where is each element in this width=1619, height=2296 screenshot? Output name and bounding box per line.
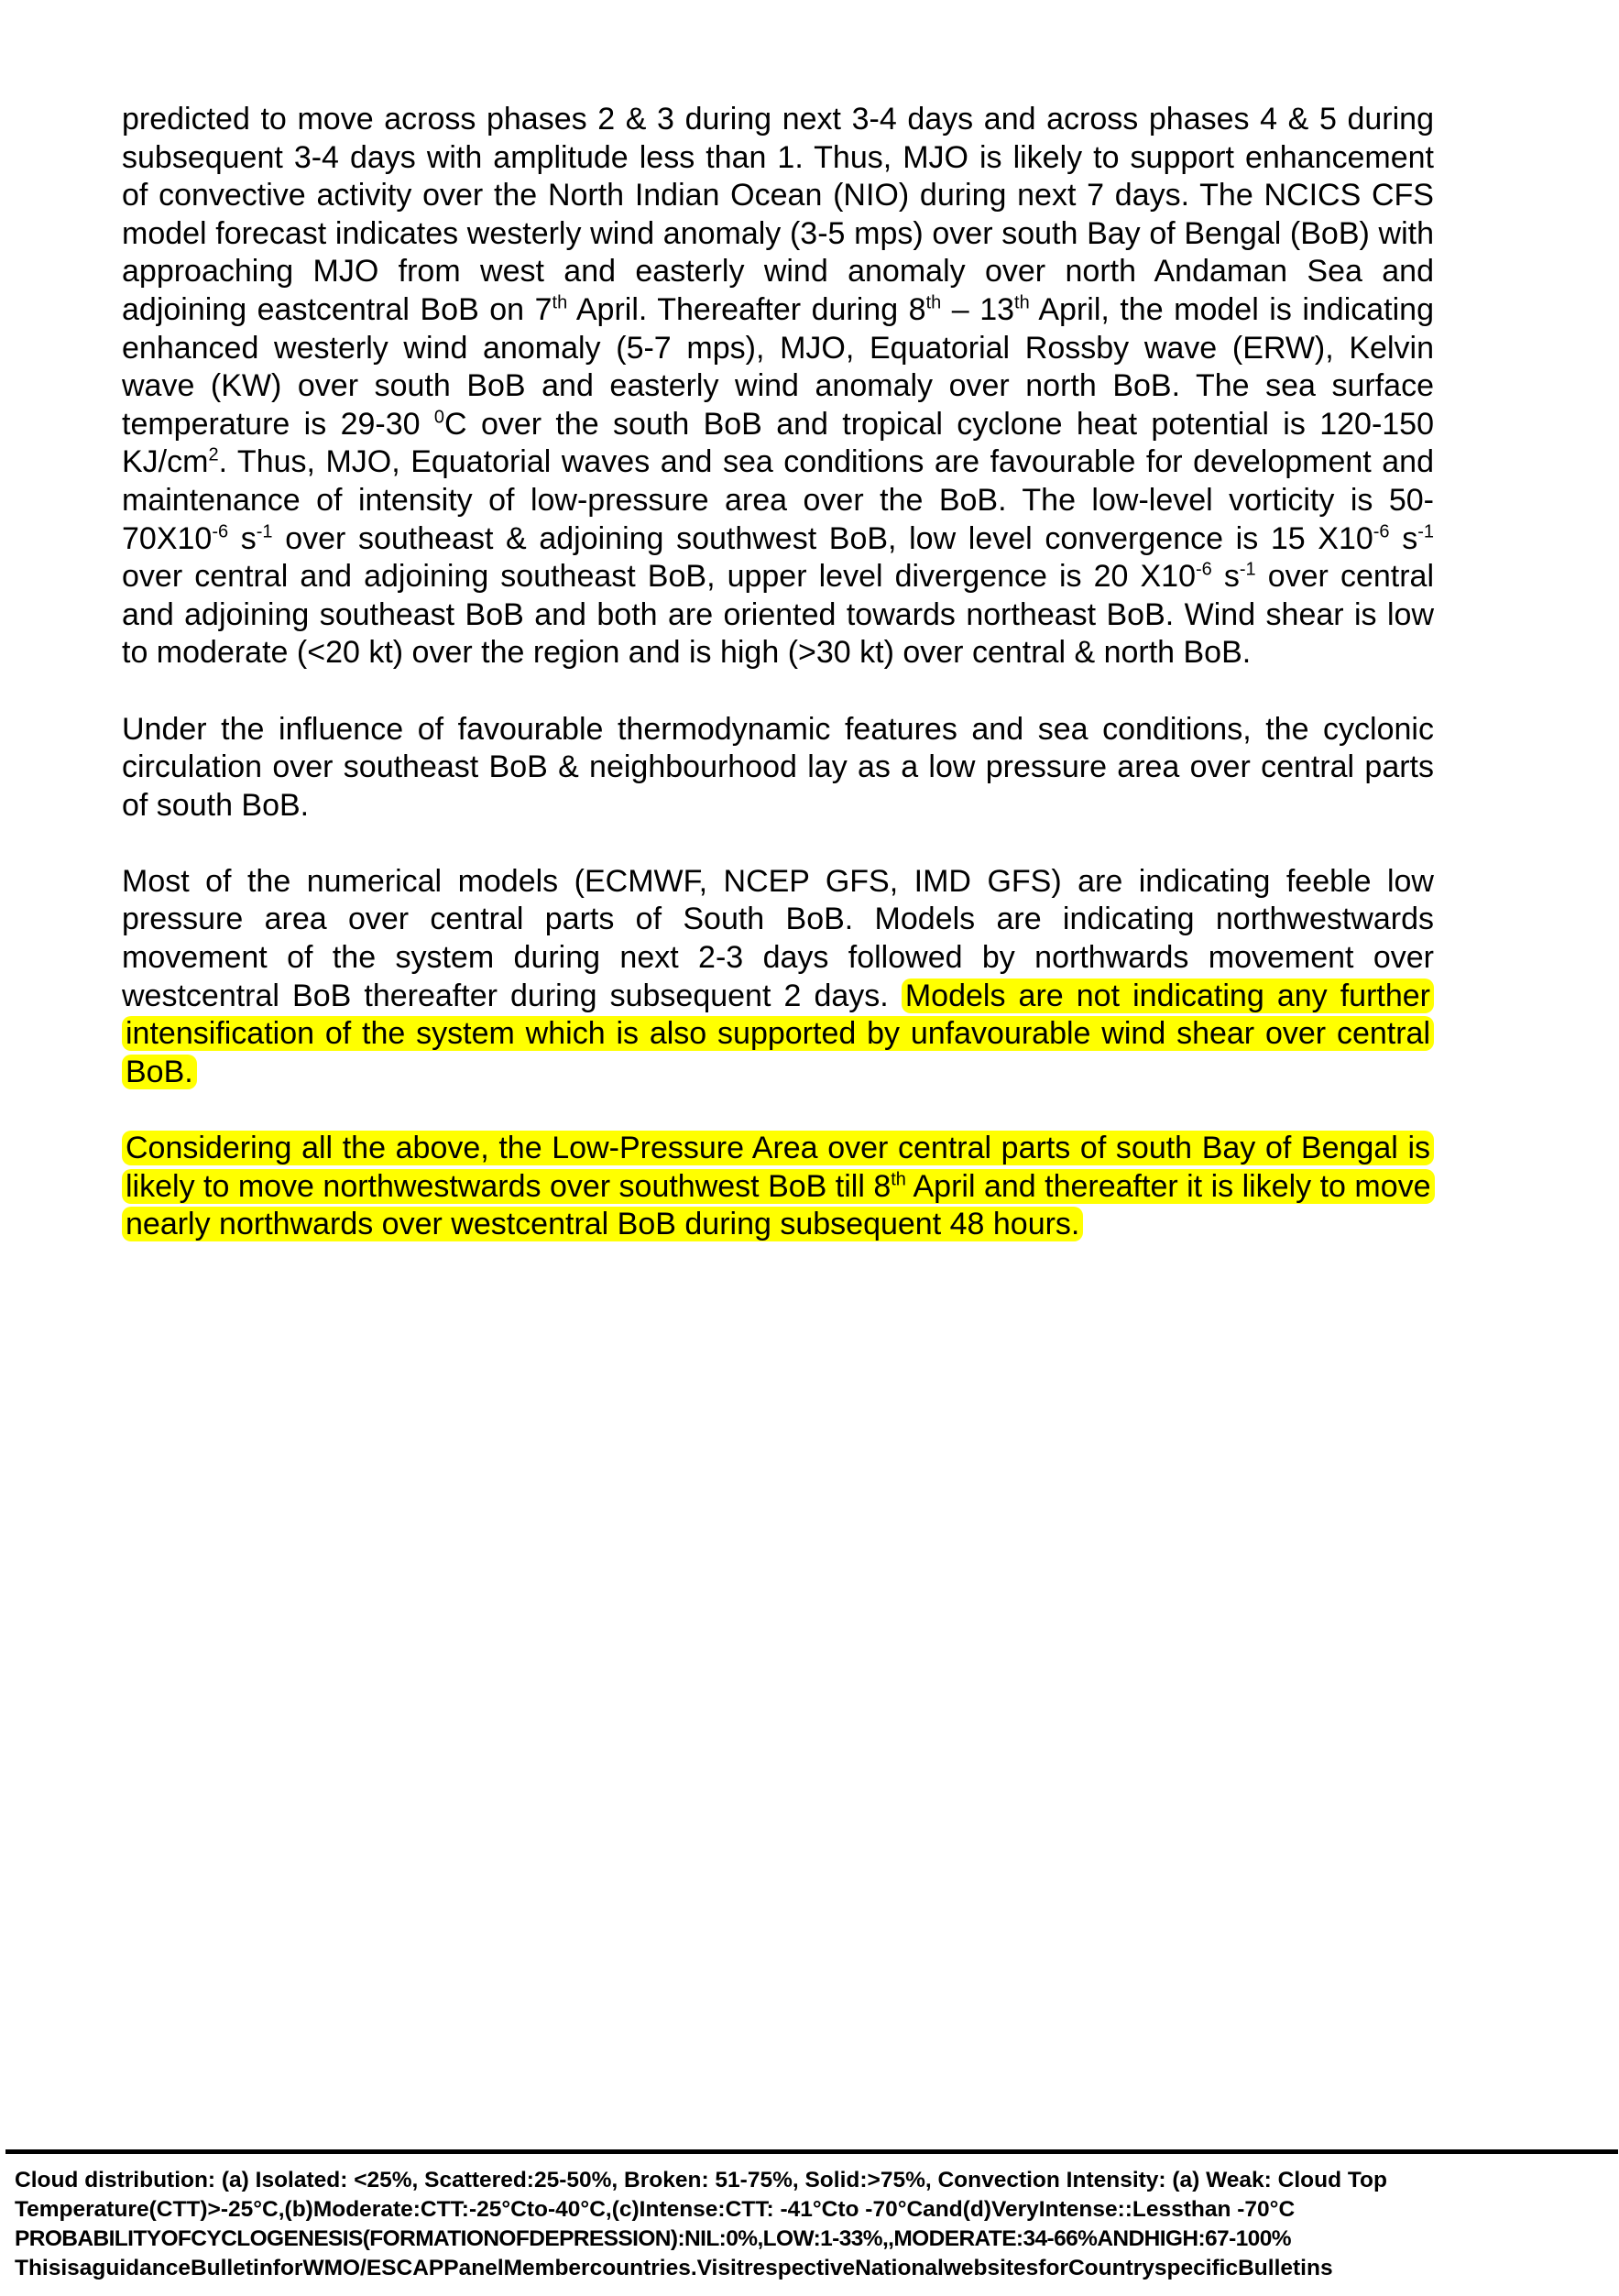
superscript: -1 xyxy=(1417,521,1434,542)
paragraph-text: Considering all the above, the Low-Pressure Area over central parts of south Bay of Bengal is likely to move northwestwards over southwest BoB till 8 xyxy=(126,1131,1430,1204)
document-body xyxy=(122,101,1434,1282)
superscript: th xyxy=(1014,292,1030,313)
paragraph-text: s xyxy=(1211,559,1240,595)
highlighted-text xyxy=(122,1131,1435,1241)
superscript: th xyxy=(925,292,942,313)
superscript: th xyxy=(891,1169,906,1190)
footer-line-cyclogenesis-probability: PROBABILITYOFCYCLOGENESIS(FORMATIONOFDEPRESSION):NIL:0%,LOW:1-33%,,MODERATE:34-66%ANDHIGH:67-100% xyxy=(15,2226,1291,2251)
paragraph-text: s xyxy=(228,520,257,556)
superscript: th xyxy=(552,292,568,313)
footer-line-cloud-top-temperature: Temperature(CTT)>-25°C,(b)Moderate:CTT:-25°Cto-40°C,(c)Intense:CTT: -41°Cto -70°Cand(d)VeryIntense::Lessthan -70°C xyxy=(15,2197,1296,2222)
paragraph-text: – 13 xyxy=(941,291,1015,327)
footer-legend xyxy=(15,2166,1614,2283)
paragraph-low-pressure-formation xyxy=(122,711,1434,825)
paragraph-text: April, the model is indicating enhanced westerly wind anomaly (5-7 mps), MJO, Equatorial Rossby wave (ERW), Kelvin wave (KW) over south BoB and easterly wind anomaly over north BoB. The sea surface temperature is 29-30 xyxy=(122,291,1434,442)
paragraph-text: over central and adjoining southeast BoB and both are oriented towards northeast BoB. Wind shear is low to moderate (<20 kt) over the region and is high (>30 kt) over central & north BoB. xyxy=(122,559,1434,671)
paragraph-text: predicted to move across phases 2 & 3 during next 3-4 days and across phases 4 & 5 during subsequent 3-4 days with amplitude less than 1. Thus, MJO is likely to support enhancement of convective activity over the North Indian Ocean (NIO) during next 7 days. The NCICS CFS model forecast indicates westerly wind anomaly (3-5 mps) over south Bay of Bengal (BoB) with approaching MJO from west and easterly wind anomaly over north Andaman Sea and adjoining eastcentral BoB on 7 xyxy=(122,102,1434,327)
paragraph-text: Most of the numerical models (ECMWF, NCEP GFS, IMD GFS) are indicating feeble low pressure area over central parts of South BoB. Models are indicating northwestwards movement of the system during next 2-3 days followed by northwards movement over westcentral BoB thereafter during subsequent 2 days. xyxy=(122,863,1434,1013)
superscript: -6 xyxy=(1373,521,1390,542)
footer-line-cloud-distribution: Cloud distribution: (a) Isolated: <25%, Scattered:25-50%, Broken: 51-75%, Solid:>75%, Convection Intensity: (a) Weak: Cloud Top xyxy=(15,2168,1387,2192)
paragraph-text: C over the south BoB and tropical cyclone heat potential is 120-150 KJ/cm xyxy=(122,406,1434,480)
superscript: 0 xyxy=(433,407,445,428)
paragraph-text: . Thus, MJO, Equatorial waves and sea conditions are favourable for development and maintenance of intensity of low-pressure area over the BoB. The low-level vorticity is 50-70X10 xyxy=(122,444,1434,556)
paragraph-text: Under the influence of favourable thermodynamic features and sea conditions, the cyclonic circulation over southeast BoB & neighbourhood lay as a low pressure area over central parts of south BoB. xyxy=(122,711,1434,823)
superscript: -1 xyxy=(256,521,273,542)
superscript: 2 xyxy=(208,445,219,466)
superscript: -6 xyxy=(212,521,229,542)
paragraph-text: April. Thereafter during 8 xyxy=(567,291,926,327)
paragraph-text: s xyxy=(1389,520,1418,556)
footer-divider xyxy=(5,2149,1618,2154)
paragraph-text: over central and adjoining southeast BoB, upper level divergence is 20 X10 xyxy=(122,559,1196,595)
bulletin-footer xyxy=(0,2142,1619,2296)
highlighted-text: Models are not indicating any further intensification of the system which is also supported by unfavourable wind shear over central BoB. xyxy=(122,979,1434,1089)
paragraph-text: April and thereafter it is likely to move nearly northwards over westcentral BoB during subsequent 48 hours. xyxy=(126,1168,1431,1242)
paragraph-text: over southeast & adjoining southwest BoB, low level convergence is 15 X10 xyxy=(272,520,1373,556)
paragraph-conclusion xyxy=(122,1130,1434,1244)
paragraph-numerical-models xyxy=(122,863,1434,1092)
paragraph-mjo-analysis xyxy=(122,101,1434,672)
superscript: -1 xyxy=(1239,559,1256,580)
superscript: -6 xyxy=(1196,559,1212,580)
footer-line-guidance-note: ThisisaguidanceBulletinforWMO/ESCAPPanelMembercountries.VisitrespectiveNationalwebsitesforCountryspecificBulletins xyxy=(15,2256,1333,2280)
